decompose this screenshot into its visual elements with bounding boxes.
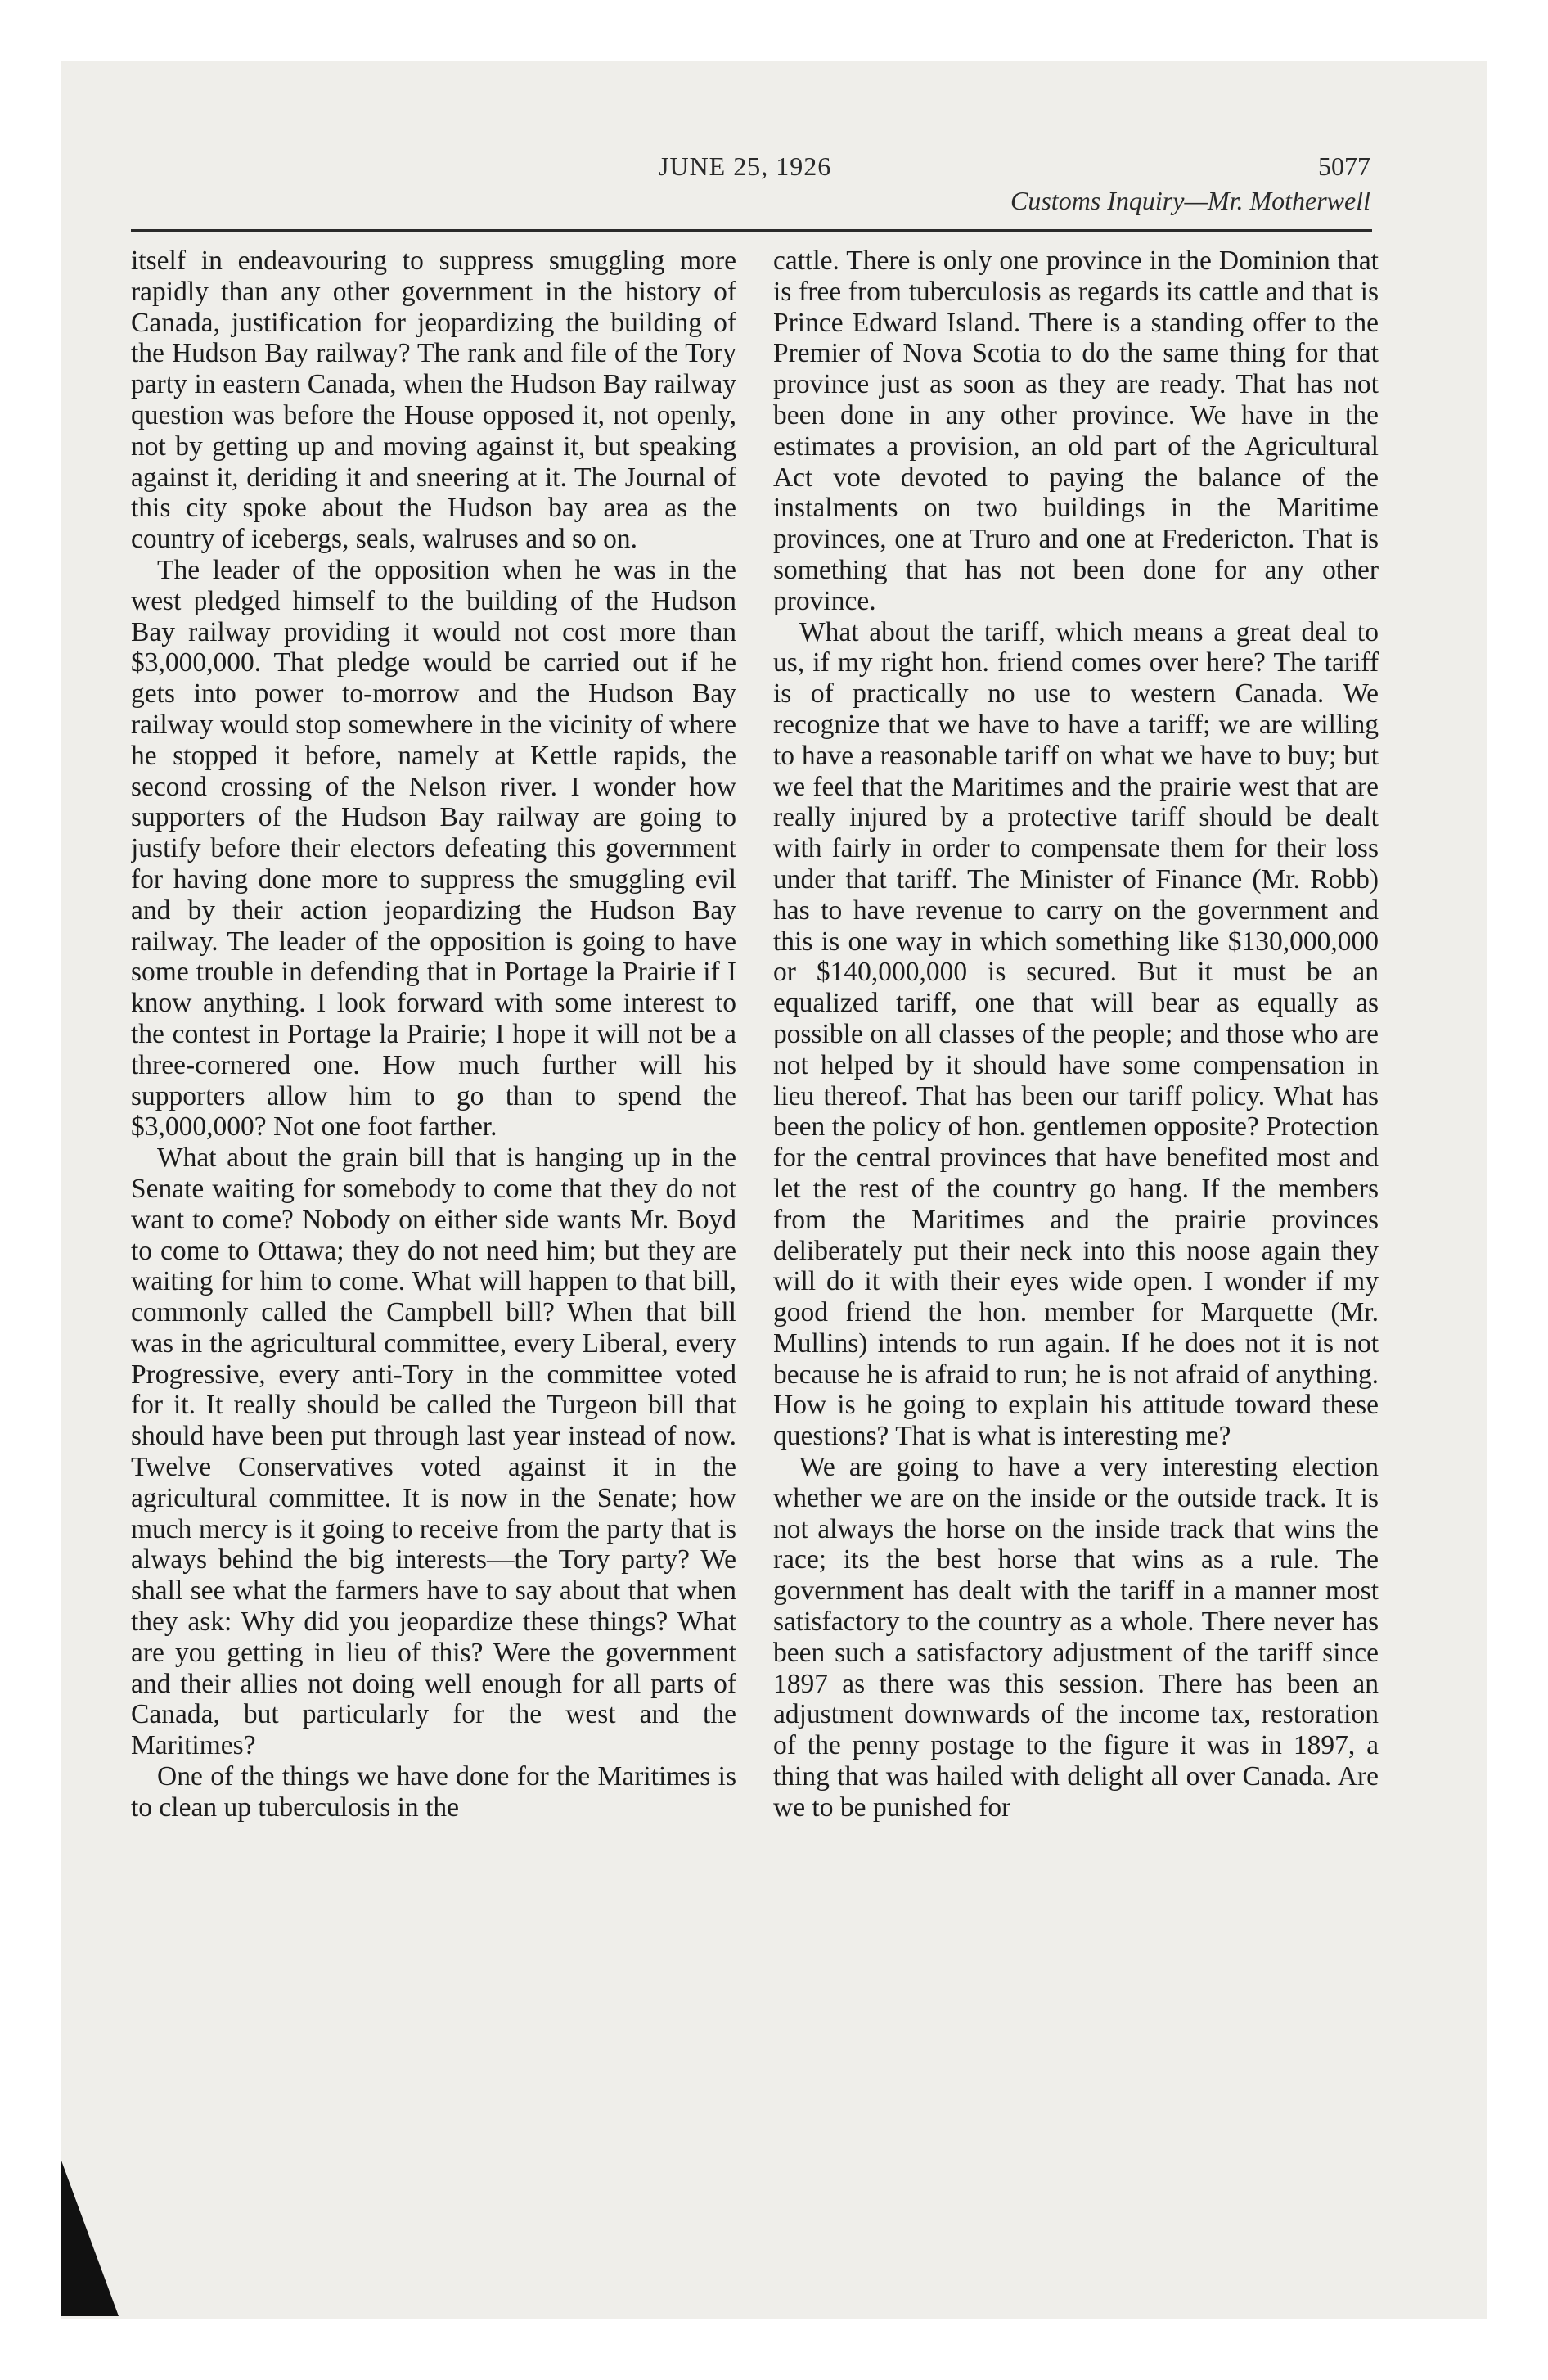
page-number: 5077	[1318, 151, 1370, 181]
paragraph: The leader of the opposition when he was in the west pledged himself to the building of the Hudson Bay railway providing it would not cost more than $3,000,000. That pledge would be carried out if he gets into power to-morrow and the Hudson Bay railway would stop somewhere in the vicinity of where he stopped it before, namely at Kettle rapids, the second crossing of the Nelson river. I wonder how supporters of the Hudson Bay railway are going to justify before their electors defeating this government for having done more to suppress the smuggling evil and by their action jeopardizing the Hudson Bay railway. The leader of the opposition is going to have some trouble in defending that in Portage la Prairie if I know anything. I look forward with some interest to the contest in Portage la Prairie; I hope it will not be a three-cornered one. How much further will his supporters allow him to go than to spend the $3,000,000? Not one foot farther.	[131, 554, 736, 1143]
paragraph: One of the things we have done for the Maritimes is to clean up tuberculosis in the	[131, 1761, 736, 1823]
paragraph: What about the tariff, which means a great deal to us, if my right hon. friend comes over here? The tariff is of practically no use to western Canada. We recognize that we have to have a tariff; we are willing to have a reasonable tariff on what we have to buy; but we feel that the Maritimes and the prairie west that are really injured by a protective tariff should be dealt with fairly in order to compensate them for their loss under that tariff. The Minister of Finance (Mr. Robb) has to have revenue to carry on the government and this is one way in which something like $130,000,000 or $140,000,000 is secured. But it must be an equalized tariff, one that will bear as equally as possible on all classes of the people; and those who are not helped by it should have some compensation in lieu thereof. That has been our tariff policy. What has been the policy of hon. gentlemen opposite? Protection for the central provinces that have benefited most and let the rest of the country go hang. If the members from the Maritimes and the prairie provinces deliberately put their neck into this noose again they will do it with their eyes wide open. I wonder if my good friend the hon. member for Marquette (Mr. Mullins) intends to run again. If he does not it is not because he is afraid to run; he is not afraid of anything. How is he going to explain his attitude toward these questions? That is what is interesting me?	[773, 616, 1379, 1452]
paragraph: cattle. There is only one province in the Dominion that is free from tuberculosis as regards its cattle and that is Prince Edward Island. There is a standing offer to the Premier of Nova Scotia to do the same thing for that province just as soon as they are ready. That has not been done in any other province. We have in the estimates a provision, an old part of the Agricultural Act vote devoted to paying the balance of the instalments on two buildings in the Maritime provinces, one at Truro and one at Fredericton. That is something that has not been done for any other province.	[773, 246, 1379, 616]
left-column	[131, 246, 736, 2210]
header-rule	[131, 229, 1372, 232]
running-head: Customs Inquiry—Mr. Motherwell	[1010, 186, 1370, 215]
page-header	[61, 151, 1487, 233]
document-page	[61, 61, 1487, 2319]
paragraph: What about the grain bill that is hanging up in the Senate waiting for somebody to come that they do not want to come? Nobody on either side wants Mr. Boyd to come to Ottawa; they do not need him; but they are waiting for him to come. What will happen to that bill, commonly called the Campbell bill? When that bill was in the agricultural committee, every Liberal, every Progressive, every anti-Tory in the committee voted for it. It really should be called the Turgeon bill that should have been put through last year instead of now. Twelve Conservatives voted against it in the agricultural committee. It is now in the Senate; how much mercy is it going to receive from the party that is always behind the big interests—the Tory party? We shall see what the farmers have to say about that when they ask: Why did you jeopardize these things? What are you getting in lieu of this? Were the government and their allies not doing well enough for all parts of Canada, but particularly for the west and the Maritimes?	[131, 1143, 736, 1761]
scan-corner-mark	[61, 2161, 119, 2316]
paragraph: itself in endeavouring to suppress smuggling more rapidly than any other government in the history of Canada, justification for jeopardizing the building of the Hudson Bay railway? The rank and file of the Tory party in eastern Canada, when the Hudson Bay railway question was before the House opposed it, not openly, not by getting up and moving against it, but speaking against it, deriding it and sneering at it. The Journal of this city spoke about the Hudson bay area as the country of icebergs, seals, walruses and so on.	[131, 246, 736, 555]
header-date: JUNE 25, 1926	[659, 151, 832, 181]
paragraph: We are going to have a very interesting election whether we are on the inside or the outside track. It is not always the horse on the inside track that wins the race; its the best horse that wins as a rule. The government has dealt with the tariff in a manner most satisfactory to the country as a whole. There never has been such a satisfactory adjustment of the tariff since 1897 as there was this session. There has been an adjustment downwards of the income tax, restoration of the penny postage to the figure it was in 1897, a thing that was hailed with delight all over Canada. Are we to be punished for	[773, 1452, 1379, 1823]
right-column	[773, 246, 1379, 2210]
